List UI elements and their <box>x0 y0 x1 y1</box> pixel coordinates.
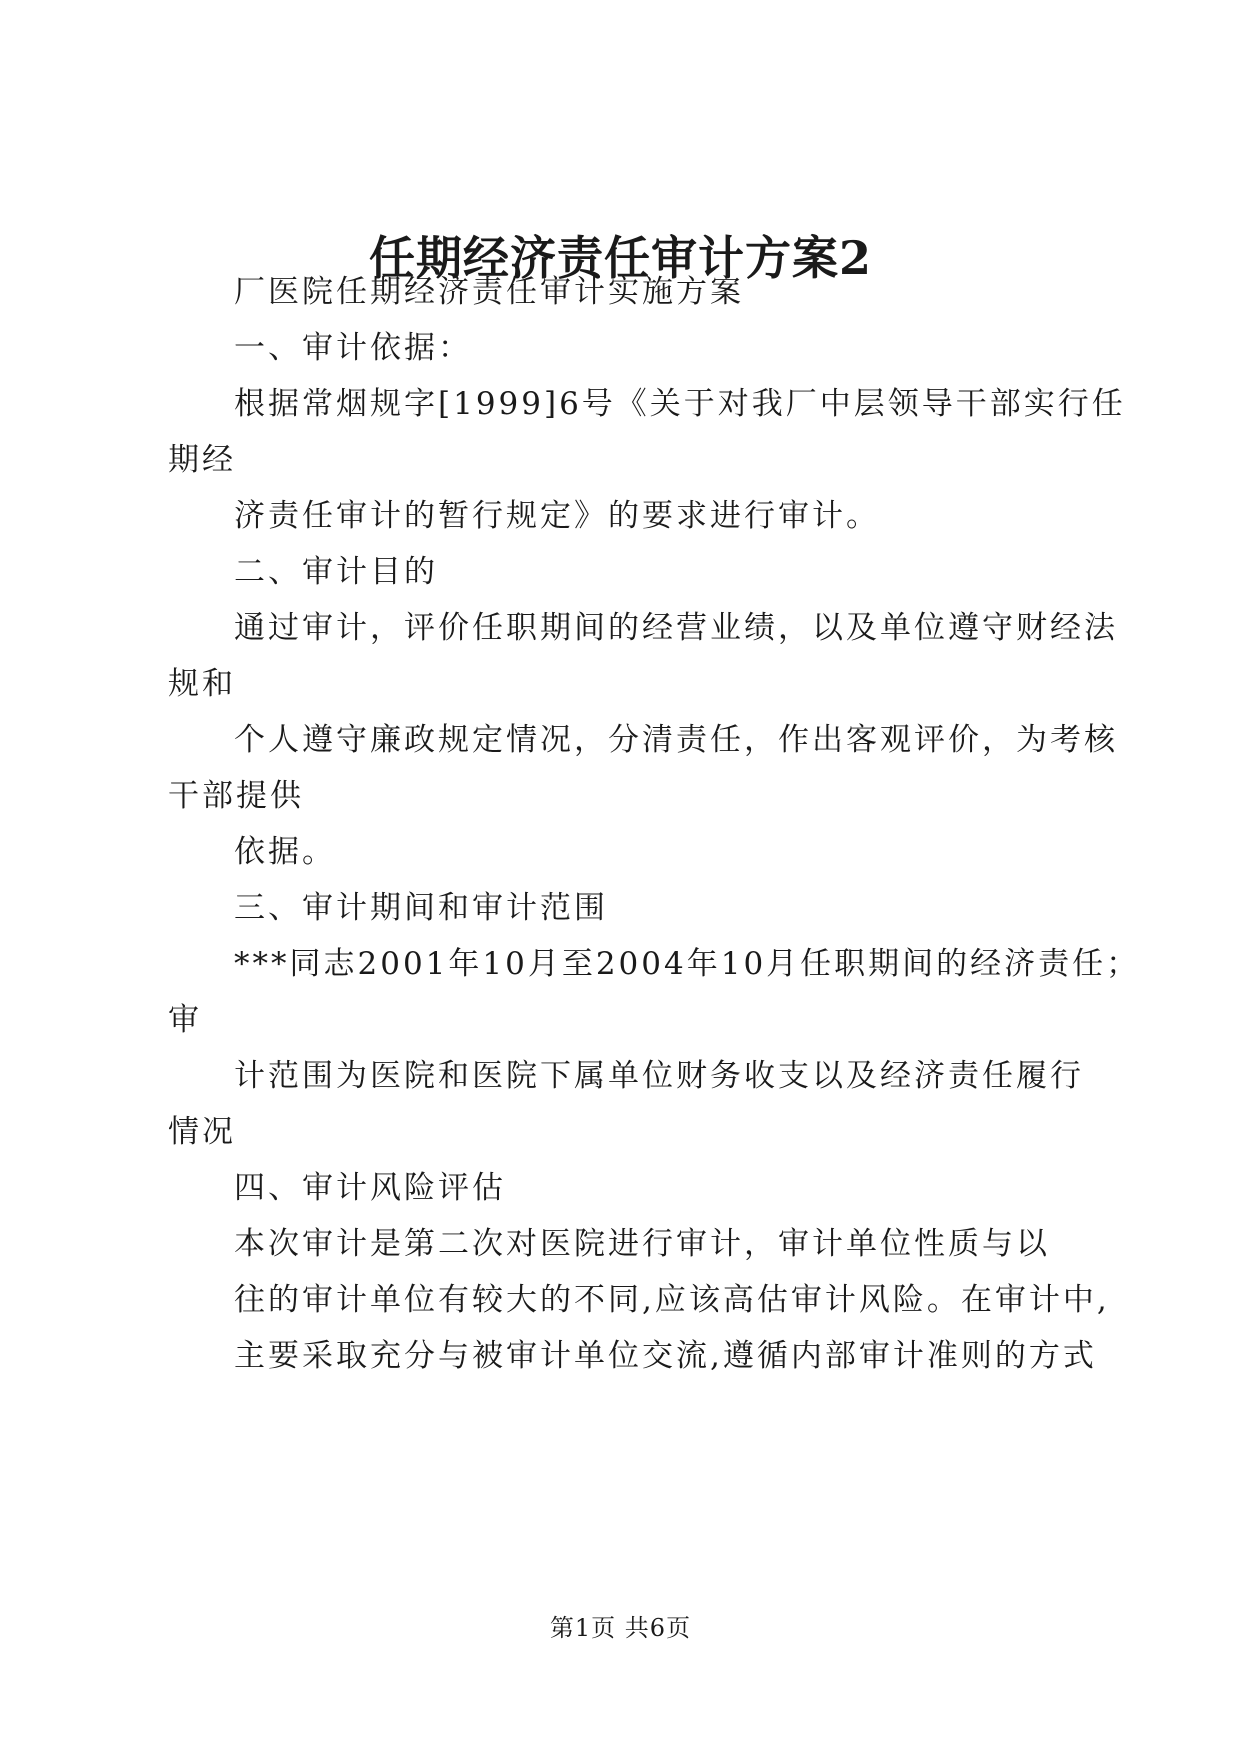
paragraph-line: 往的审计单位有较大的不同,应该高估审计风险。在审计中, <box>234 1282 1110 1318</box>
page-footer: 第1页 共6页 <box>549 1614 692 1642</box>
paragraph-line: 通过审计，评价任职期间的经营业绩，以及单位遵守财经法 <box>234 610 1118 646</box>
paragraph-line: 情况 <box>168 1114 236 1150</box>
paragraph-line: 干部提供 <box>168 778 304 814</box>
section-heading: 三、审计期间和审计范围 <box>234 890 608 926</box>
paragraph-line: 根据常烟规字[1999]6号《关于对我厂中层领导干部实行任 <box>234 386 1126 422</box>
section-heading: 一、审计依据： <box>234 330 472 366</box>
paragraph-line: 规和 <box>168 666 236 702</box>
paragraph-line: ***同志2001年10月至2004年10月任职期间的经济责任； <box>234 946 1141 982</box>
paragraph-line: 本次审计是第二次对医院进行审计，审计单位性质与以 <box>234 1226 1050 1262</box>
paragraph-line: 计范围为医院和医院下属单位财务收支以及经济责任履行 <box>234 1058 1084 1094</box>
section-heading: 四、审计风险评估 <box>234 1170 506 1206</box>
paragraph-line: 依据。 <box>234 834 336 870</box>
section-heading: 二、审计目的 <box>234 554 438 590</box>
paragraph-line: 厂医院任期经济责任审计实施方案 <box>234 274 744 310</box>
paragraph-line: 审 <box>168 1002 202 1038</box>
document-title: 任期经济责任审计方案2 <box>368 231 872 285</box>
paragraph-line: 期经 <box>168 442 236 478</box>
paragraph-line: 主要采取充分与被审计单位交流,遵循内部审计准则的方式 <box>234 1338 1097 1374</box>
paragraph-line: 济责任审计的暂行规定》的要求进行审计。 <box>234 498 880 534</box>
paragraph-line: 个人遵守廉政规定情况，分清责任，作出客观评价，为考核 <box>234 722 1118 758</box>
